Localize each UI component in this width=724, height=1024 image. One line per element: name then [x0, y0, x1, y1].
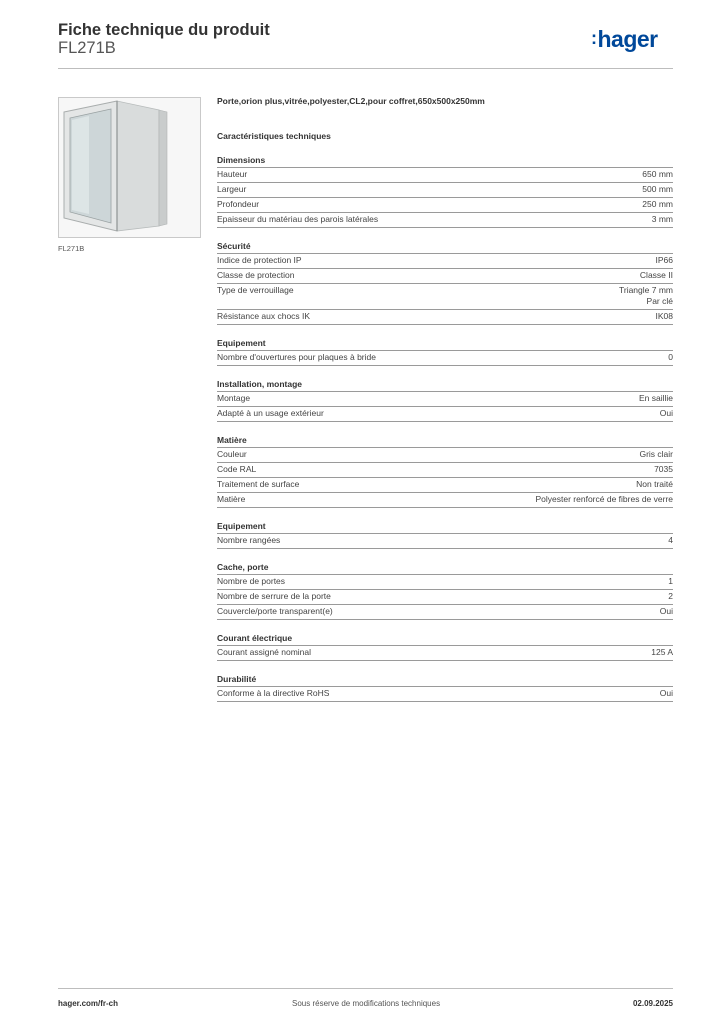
- spec-row: [217, 269, 673, 284]
- spec-label: Epaisseur du matériau des parois latérales: [217, 214, 379, 224]
- spec-section: [217, 519, 673, 549]
- product-reference: FL271B: [58, 39, 116, 57]
- spec-value: 7035: [654, 464, 673, 474]
- spec-value: IK08: [655, 311, 673, 321]
- spec-value: Classe II: [639, 270, 673, 280]
- spec-label: Adapté à un usage extérieur: [217, 408, 324, 418]
- spec-label: Matière: [217, 494, 246, 504]
- spec-label: Nombre rangées: [217, 535, 281, 545]
- spec-row: [217, 463, 673, 478]
- spec-value: Gris clair: [639, 449, 673, 459]
- spec-section-title: Equipement: [217, 336, 673, 351]
- footer-website[interactable]: hager.com/fr-ch: [58, 999, 119, 1008]
- spec-row: [217, 392, 673, 407]
- spec-value: 500 mm: [642, 184, 673, 194]
- spec-section: [217, 239, 673, 325]
- spec-label: Traitement de surface: [217, 479, 300, 489]
- spec-label: Largeur: [217, 184, 247, 194]
- spec-label: Conforme à la directive RoHS: [217, 688, 330, 698]
- logo-dots-icon: :: [591, 28, 597, 48]
- spec-value: Oui: [659, 408, 673, 418]
- spec-label: Nombre de serrure de la porte: [217, 591, 331, 601]
- spec-row: [217, 183, 673, 198]
- spec-section: [217, 336, 673, 366]
- spec-label: Couleur: [217, 449, 247, 459]
- hager-logo: [591, 28, 658, 51]
- spec-value: 4: [668, 535, 673, 545]
- spec-row: [217, 310, 673, 325]
- spec-section-title: Durabilité: [217, 672, 673, 687]
- spec-value: Triangle 7 mm Par clé: [618, 285, 673, 306]
- spec-label: Nombre de portes: [217, 576, 286, 586]
- spec-value: En saillie: [638, 393, 673, 403]
- product-description: Porte,orion plus,vitrée,polyester,CL2,pour coffret,650x500x250mm: [217, 96, 485, 106]
- spec-section-title: Courant électrique: [217, 631, 673, 646]
- spec-label: Type de verrouillage: [217, 285, 294, 295]
- spec-value: Oui: [659, 688, 673, 698]
- footer-divider: [58, 988, 673, 989]
- spec-label: Classe de protection: [217, 270, 295, 280]
- spec-label: Courant assigné nominal: [217, 647, 312, 657]
- spec-section-title: Cache, porte: [217, 560, 673, 575]
- spec-section-title: Matière: [217, 433, 673, 448]
- spec-row: [217, 590, 673, 605]
- spec-label: Hauteur: [217, 169, 248, 179]
- spec-label: Nombre d'ouvertures pour plaques à bride: [217, 352, 376, 362]
- spec-section-title: Installation, montage: [217, 377, 673, 392]
- spec-value: Oui: [659, 606, 673, 616]
- spec-section: [217, 433, 673, 508]
- spec-section-title: Dimensions: [217, 153, 673, 168]
- spec-row: [217, 407, 673, 422]
- spec-row: [217, 198, 673, 213]
- spec-value: 0: [668, 352, 673, 362]
- spec-row: [217, 605, 673, 620]
- spec-section-title: Sécurité: [217, 239, 673, 254]
- spec-section: [217, 672, 673, 702]
- specs-heading: Caractéristiques techniques: [217, 131, 331, 141]
- footer-notice: Sous réserve de modifications techniques: [292, 999, 441, 1008]
- product-image: [58, 97, 201, 238]
- spec-section: [217, 631, 673, 661]
- spec-section: [217, 153, 673, 228]
- logo-text: hager: [597, 26, 658, 52]
- spec-row: [217, 575, 673, 590]
- spec-value: 650 mm: [642, 169, 673, 179]
- spec-row: [217, 478, 673, 493]
- spec-value: 3 mm: [651, 214, 673, 224]
- spec-label: Montage: [217, 393, 251, 403]
- spec-section-title: Equipement: [217, 519, 673, 534]
- spec-row: [217, 493, 673, 508]
- spec-value: 250 mm: [642, 199, 673, 209]
- spec-section: [217, 377, 673, 422]
- page-title: Fiche technique du produit: [58, 21, 270, 39]
- spec-row: [217, 687, 673, 702]
- header-divider: [58, 68, 673, 69]
- spec-section: [217, 560, 673, 620]
- spec-value: 2: [668, 591, 673, 601]
- spec-label: Profondeur: [217, 199, 260, 209]
- spec-label: Code RAL: [217, 464, 257, 474]
- spec-label: Résistance aux chocs IK: [217, 311, 311, 321]
- spec-row: [217, 534, 673, 549]
- spec-value: 1: [668, 576, 673, 586]
- spec-value: IP66: [655, 255, 673, 265]
- spec-row: [217, 351, 673, 366]
- spec-row: [217, 254, 673, 269]
- spec-value: Polyester renforcé de fibres de verre: [535, 494, 673, 504]
- spec-label: Indice de protection IP: [217, 255, 302, 265]
- spec-row: [217, 168, 673, 183]
- spec-row: [217, 213, 673, 228]
- spec-value: Non traité: [636, 479, 673, 489]
- spec-row: [217, 646, 673, 661]
- spec-label: Couvercle/porte transparent(e): [217, 606, 333, 616]
- footer-date: 02.09.2025: [632, 999, 673, 1008]
- spec-row: [217, 284, 673, 310]
- spec-table: [217, 153, 673, 713]
- enclosure-door-icon: [59, 98, 200, 237]
- spec-value: 125 A: [651, 647, 673, 657]
- spec-row: [217, 448, 673, 463]
- image-caption: FL271B: [58, 244, 85, 253]
